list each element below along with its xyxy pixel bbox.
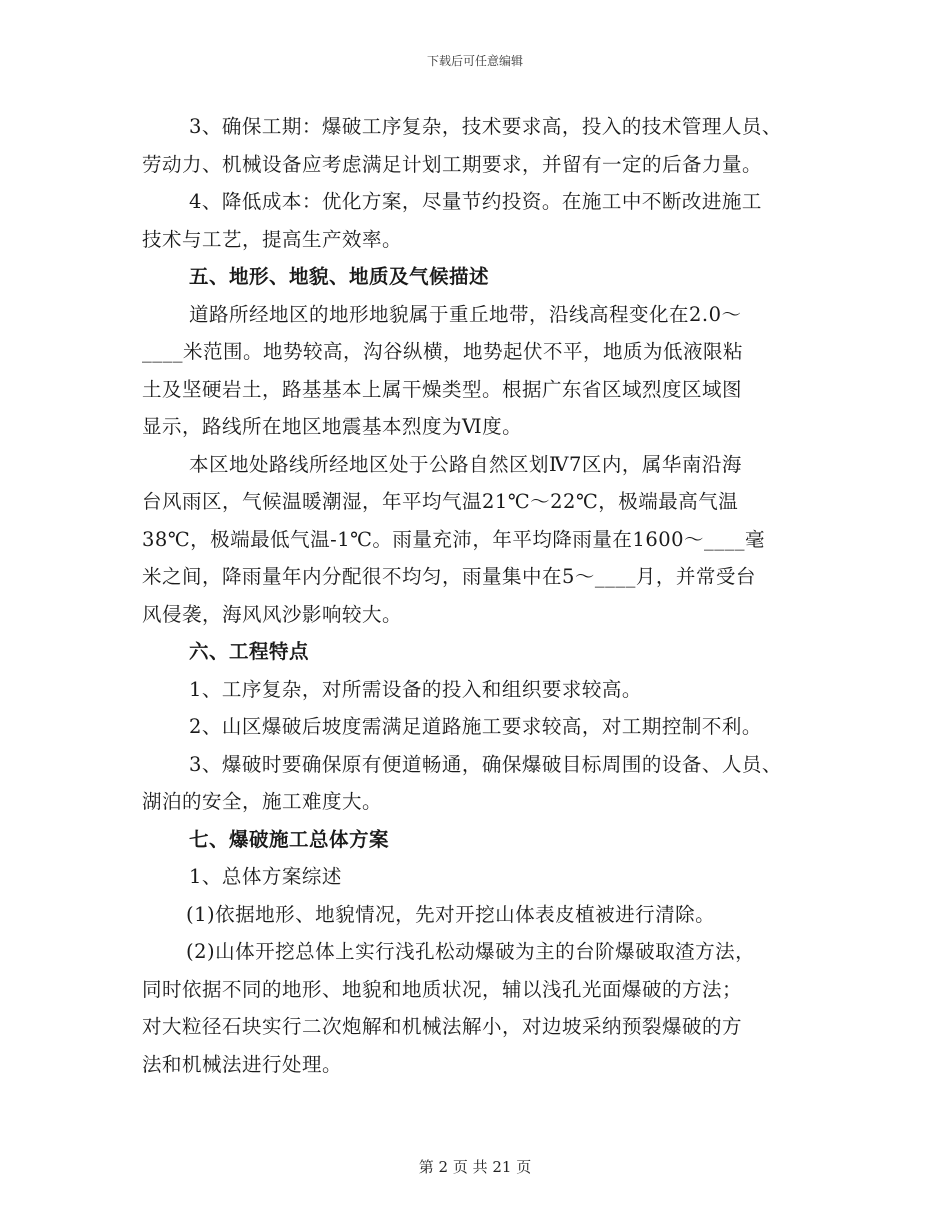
- paragraph-line: 湖泊的安全，施工难度大。: [142, 790, 383, 813]
- paragraph-line: 台风雨区，气候温暖潮湿，年平均气温21℃～22℃，极端最高气温: [142, 490, 739, 513]
- section-heading: 六、工程特点: [189, 640, 310, 663]
- paragraph-line: 4、降低成本：优化方案，尽量节约投资。在施工中不断改进施工: [189, 190, 762, 213]
- paragraph-line: 土及坚硬岩土，路基基本上属干燥类型。根据广东省区域烈度区域图: [142, 377, 743, 401]
- paragraph-line: ____米范围。地势较高，沟谷纵横，地势起伏不平，地质为低液限粘: [142, 340, 744, 363]
- paragraph-line: 法和机械法进行处理。: [142, 1052, 343, 1076]
- paragraph-line: 风侵袭，海风风沙影响较大。: [142, 602, 403, 626]
- paragraph-line: 本区地处路线所经地区处于公路自然区划Ⅳ7区内，属华南沿海: [189, 452, 742, 476]
- section-heading: 七、爆破施工总体方案: [189, 827, 390, 851]
- paragraph-line: 道路所经地区的地形地貌属于重丘地带，沿线高程变化在2.0～: [189, 302, 742, 326]
- paragraph-line: 3、爆破时要确保原有便道畅通，确保爆破目标周围的设备、人员、: [189, 752, 782, 776]
- paragraph-line: 显示，路线所在地区地震基本烈度为Ⅵ度。: [142, 415, 523, 438]
- paragraph-line: 38℃，极端最低气温-1℃。雨量充沛，年平均降雨量在1600～____毫: [142, 527, 766, 551]
- header-note: 下载后可任意编辑: [426, 54, 523, 68]
- paragraph-line: (1)依据地形、地貌情况，先对开挖山体表皮植被进行清除。: [186, 902, 716, 926]
- paragraph-line: 劳动力、机械设备应考虑满足计划工期要求，并留有一定的后备力量。: [142, 152, 763, 176]
- paragraph-line: 1、总体方案综述: [189, 865, 342, 888]
- section-heading: 五、地形、地貌、地质及气候描述: [189, 265, 490, 288]
- paragraph-line: 米之间，降雨量年内分配很不均匀，雨量集中在5～____月，并常受台: [142, 565, 756, 588]
- paragraph-line: 同时依据不同的地形、地貌和地质状况，辅以浅孔光面爆破的方法；: [142, 977, 743, 1001]
- paragraph-line: 技术与工艺，提高生产效率。: [142, 227, 403, 251]
- paragraph-line: 2、山区爆破后坡度需满足道路施工要求较高，对工期控制不利。: [189, 715, 762, 738]
- paragraph-line: 3、确保工期：爆破工序复杂，技术要求高，投入的技术管理人员、: [189, 115, 782, 138]
- paragraph-line: 1、工序复杂，对所需设备的投入和组织要求较高。: [189, 677, 642, 701]
- document-body: [142, 108, 832, 1083]
- paragraph-line: (2)山体开挖总体上实行浅孔松动爆破为主的台阶爆破取渣方法，: [186, 940, 756, 963]
- paragraph-line: 对大粒径石块实行二次炮解和机械法解小，对边坡采纳预裂爆破的方: [142, 1015, 743, 1038]
- page-number: 第 2 页 共 21 页: [418, 1158, 532, 1176]
